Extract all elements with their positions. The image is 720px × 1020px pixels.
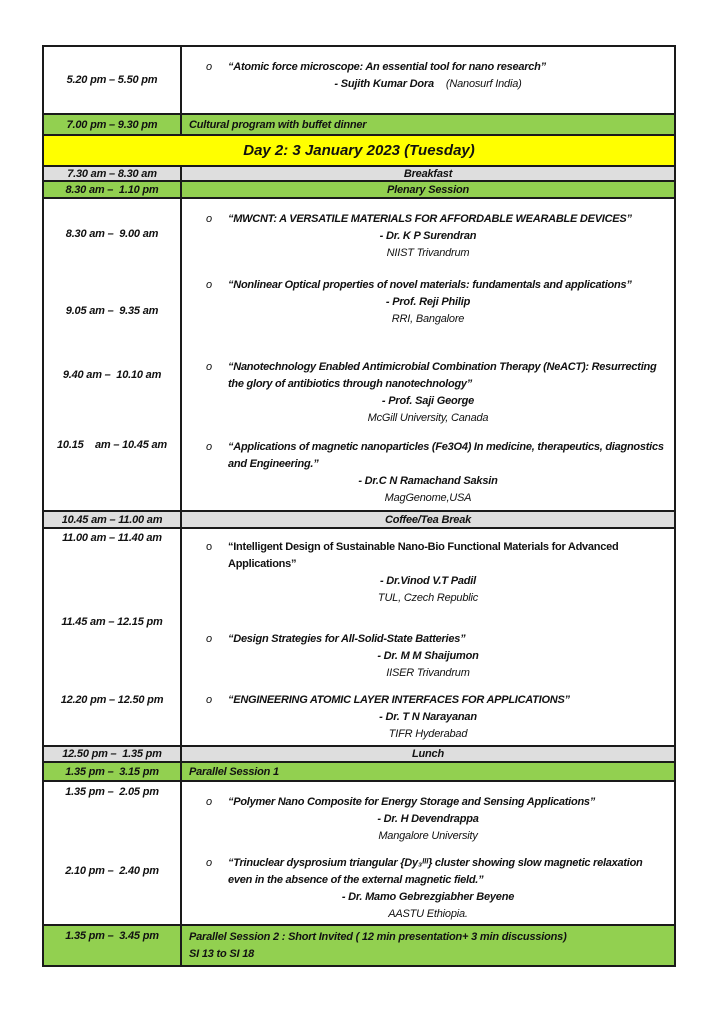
session-label: Parallel Session 1	[189, 765, 279, 778]
talk-speaker: - Sujith Kumar Dora	[334, 78, 434, 90]
schedule-row-parallel1-header	[44, 761, 674, 780]
time-text: 5.20 pm – 5.50 pm	[66, 74, 158, 86]
talk-cell	[182, 199, 674, 510]
time-text: 10.15 am – 10.45 am	[57, 438, 167, 451]
time-cell	[44, 926, 182, 965]
bullet-marker: o	[206, 796, 213, 808]
talk-speaker: - Dr. M M Shaijumon	[377, 650, 479, 662]
session-label-line1: Parallel Session 2 : Short Invited ( 12 min presentation+ 3 min discussions)	[189, 931, 567, 943]
time-cell	[44, 763, 182, 780]
talk-title: “MWCNT: A VERSATILE MATERIALS FOR AFFORDABLE WEARABLE DEVICES”	[228, 213, 632, 225]
time-cell	[44, 747, 182, 761]
session-label: Cultural program with buffet dinner	[189, 118, 367, 131]
talk-title: “Applications of magnetic nanoparticles (Fe3O4) In medicine, therapeutics, diagnostics and Engineering.”	[228, 440, 664, 470]
talk-title: “Nanotechnology Enabled Antimicrobial Combination Therapy (NeACT): Resurrecting the glory of antibiotics through nanotechnology”	[228, 361, 657, 391]
talk-affiliation: RRI, Bangalore	[391, 312, 465, 325]
day2-banner-row	[44, 134, 674, 165]
talk-entry	[182, 782, 674, 845]
talk-entry	[182, 845, 674, 924]
talk-affiliation: MagGenome,USA	[384, 491, 472, 504]
talk-speaker: - Dr. K P Surendran	[379, 230, 477, 242]
talk-affiliation: TUL, Czech Republic	[377, 592, 479, 604]
parallel1-block	[44, 780, 674, 924]
talk-title: “Intelligent Design of Sustainable Nano-Bio Functional Materials for Advanced Applications”	[228, 541, 619, 570]
time-cell	[44, 782, 182, 924]
session-label-line2: SI 13 to SI 18	[189, 948, 255, 960]
time-cell	[44, 182, 182, 197]
talk-title: “Trinuclear dysprosium triangular {Dy₃ᴵᴵᴵ} cluster showing slow magnetic relaxation even in the absence of the external magnetic field.”	[228, 857, 643, 887]
session-label	[182, 926, 674, 965]
session-label: Breakfast	[403, 167, 453, 180]
talk-speaker: - Dr.C N Ramachand Saksin	[358, 474, 498, 487]
time-text: 11.00 am – 11.40 am	[62, 532, 162, 544]
talk-affiliation: Mangalore University	[378, 830, 478, 842]
bullet-marker: o	[206, 633, 213, 645]
talk-entry	[182, 199, 674, 269]
schedule-row-coffee	[44, 510, 674, 527]
time-text: 12.20 pm – 12.50 pm	[60, 693, 164, 706]
time-text: 10.45 am – 11.00 am	[61, 513, 163, 526]
talk-affiliation: NIIST Trivandrum	[386, 247, 470, 259]
talk-entry	[182, 433, 674, 510]
bullet-marker: o	[206, 857, 213, 870]
schedule-row-breakfast	[44, 165, 674, 180]
talk-title: “ENGINEERING ATOMIC LAYER INTERFACES FOR APPLICATIONS”	[228, 694, 570, 706]
talk-speaker: - Dr. Mamo Gebrezgiabher Beyene	[341, 891, 515, 904]
time-cell	[44, 167, 182, 180]
talk-title: “Design Strategies for All-Solid-State Batteries”	[228, 633, 466, 645]
talk-speaker: - Dr.Vinod V.T Padil	[379, 575, 477, 587]
talk-speaker-line	[182, 76, 674, 93]
schedule-row-cultural	[44, 113, 674, 134]
time-text: 2.10 pm – 2.40 pm	[65, 865, 159, 877]
session-label: Coffee/Tea Break	[384, 513, 472, 526]
time-text: 9.05 am – 9.35 am	[65, 304, 159, 317]
schedule-row-afm	[44, 47, 674, 113]
session-label: Lunch	[412, 748, 444, 760]
talk-cell	[182, 529, 674, 745]
plenary-block	[44, 197, 674, 510]
talk-entry	[182, 269, 674, 353]
time-text: 12.50 pm – 1.35 pm	[62, 748, 162, 760]
talk-entry	[182, 529, 674, 607]
time-cell	[44, 512, 182, 527]
talk-title: “Atomic force microscope: An essential tool for nano research”	[228, 61, 546, 73]
talk-title: “Polymer Nano Composite for Energy Storage and Sensing Applications”	[228, 796, 596, 808]
talk-entry	[182, 684, 674, 745]
talk-affiliation: TIFR Hyderabad	[388, 728, 468, 740]
bullet-marker: o	[206, 440, 213, 453]
time-cell	[44, 529, 182, 745]
bullet-marker: o	[206, 278, 213, 291]
talk-affiliation: IISER Trivandrum	[386, 667, 470, 679]
talk-entry	[182, 353, 674, 432]
talk-entry	[182, 607, 674, 684]
time-cell	[44, 47, 182, 113]
bullet-marker: o	[206, 61, 213, 73]
time-text: 8.30 am – 9.00 am	[65, 227, 159, 240]
schedule-table	[42, 45, 676, 967]
time-text: 8.30 am – 1.10 pm	[65, 183, 159, 196]
time-text: 7.00 pm – 9.30 pm	[66, 118, 158, 131]
talk-speaker: - Dr. H Devendrappa	[377, 813, 479, 825]
bullet-marker: o	[206, 361, 213, 374]
schedule-row-parallel2-header	[44, 924, 674, 965]
talk-cell	[182, 782, 674, 924]
time-text: 7.30 am – 8.30 am	[67, 167, 157, 180]
talk-cell	[182, 47, 674, 113]
session-label: Plenary Session	[387, 183, 469, 196]
talk-title: “Nonlinear Optical properties of novel materials: fundamentals and applications”	[228, 278, 632, 291]
bullet-marker: o	[206, 541, 213, 553]
schedule-row-lunch	[44, 745, 674, 761]
talk-entry	[182, 47, 674, 93]
time-text: 1.35 pm – 3.45 pm	[65, 930, 159, 942]
talk-affiliation: McGill University, Canada	[367, 412, 489, 425]
bullet-marker: o	[206, 694, 213, 706]
schedule-row-plenary-header	[44, 180, 674, 197]
talk-speaker: - Dr. T N Narayanan	[379, 711, 477, 723]
time-cell	[44, 115, 182, 134]
time-text: 11.45 am – 12.15 pm	[61, 616, 163, 629]
time-text: 1.35 pm – 3.15 pm	[65, 765, 159, 778]
talk-speaker: - Prof. Reji Philip	[385, 295, 471, 308]
bullet-marker: o	[206, 213, 213, 225]
time-cell	[44, 199, 182, 510]
late-morning-block	[44, 527, 674, 745]
day2-banner: Day 2: 3 January 2023 (Tuesday)	[243, 142, 475, 159]
talk-affiliation: (Nanosurf India)	[445, 78, 522, 90]
talk-speaker: - Prof. Saji George	[381, 395, 475, 408]
time-text: 9.40 am – 10.10 am	[62, 368, 162, 381]
talk-affiliation: AASTU Ethiopia.	[388, 908, 468, 921]
time-text: 1.35 pm – 2.05 pm	[65, 786, 159, 798]
